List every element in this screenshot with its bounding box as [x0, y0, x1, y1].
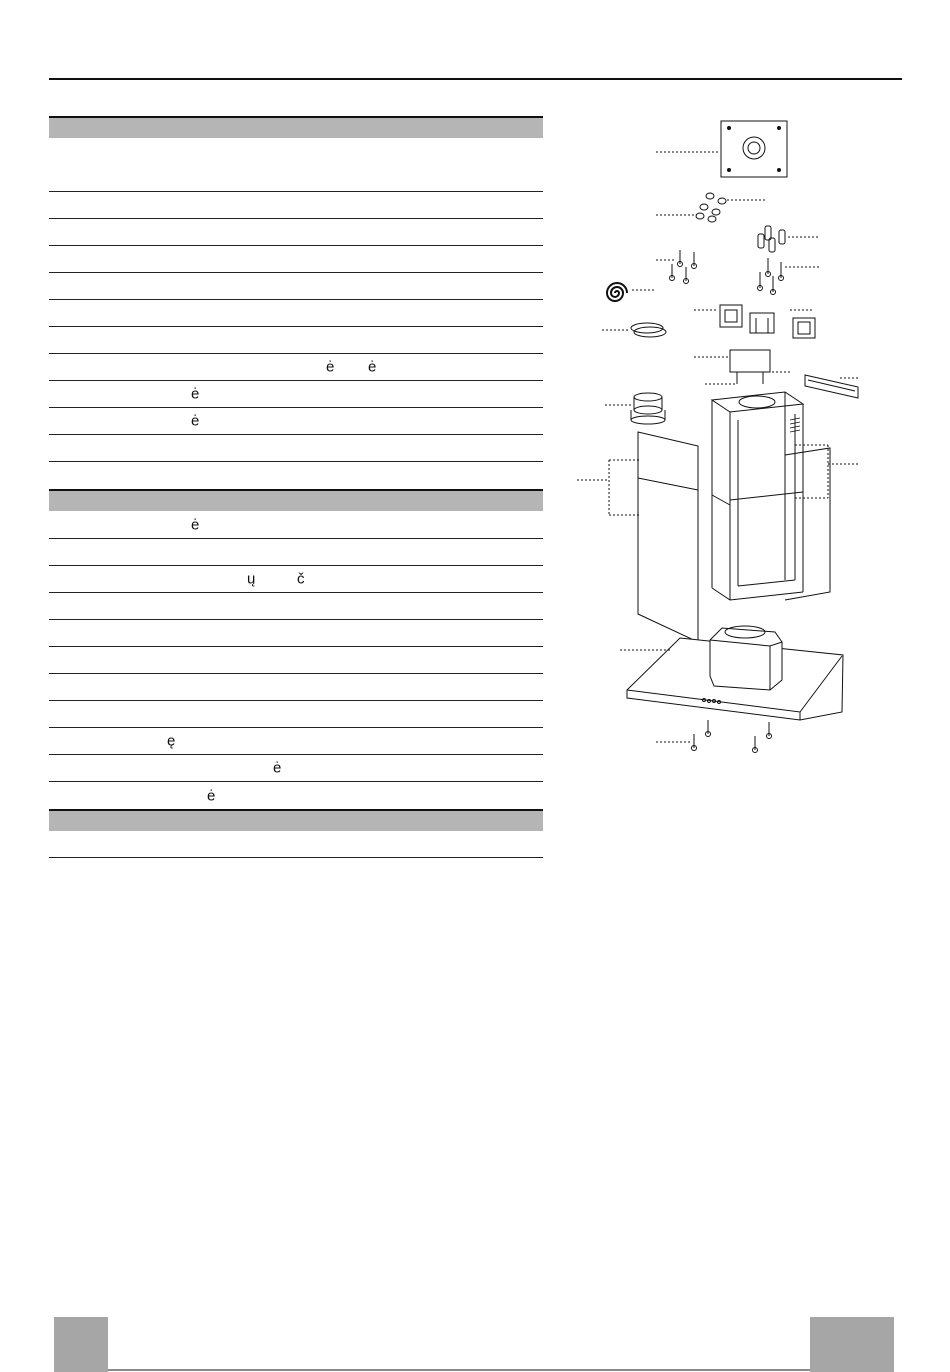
table-row	[49, 647, 543, 674]
table-row	[49, 354, 543, 381]
row-character: ų	[247, 570, 256, 588]
bracket	[730, 350, 770, 384]
table-row	[49, 327, 543, 354]
table-row	[49, 539, 543, 566]
section-3-header	[49, 809, 543, 831]
chimney-panel	[638, 432, 698, 642]
exploded-diagram	[560, 110, 890, 770]
row-character: ė	[326, 358, 335, 376]
junction-boxes	[720, 305, 815, 338]
table-row	[49, 701, 543, 728]
wall-plugs	[696, 193, 726, 222]
table-row	[49, 246, 543, 273]
table-row	[49, 566, 543, 593]
table-row	[49, 755, 543, 782]
row-character: ė	[368, 358, 377, 376]
table-row	[49, 273, 543, 300]
table-row	[49, 782, 543, 809]
parts-table	[49, 116, 543, 858]
table-row	[49, 435, 543, 462]
support-frame	[712, 392, 830, 600]
table-row	[49, 728, 543, 755]
spiral-duct	[607, 283, 627, 301]
short-screws	[670, 250, 697, 284]
table-row	[49, 300, 543, 327]
spacers	[758, 226, 785, 252]
table-row	[49, 593, 543, 620]
table-row	[49, 408, 543, 435]
table-row	[49, 462, 543, 489]
row-character: ė	[191, 412, 200, 430]
top-rule	[49, 78, 902, 80]
row-character: ė	[191, 385, 200, 403]
row-character: ę	[167, 732, 176, 750]
clamps	[631, 323, 666, 337]
table-row	[49, 192, 543, 219]
footer-block-right	[810, 1317, 894, 1372]
row-character: ė	[207, 787, 216, 804]
section-1-header	[49, 116, 543, 138]
duct-adapter	[631, 393, 665, 424]
hood-body	[627, 626, 843, 720]
section-2-header	[49, 489, 543, 511]
footer-block-left	[54, 1317, 108, 1372]
table-row	[49, 674, 543, 701]
row-character: ė	[191, 516, 200, 533]
table-row	[49, 511, 543, 539]
rail	[805, 375, 858, 398]
hood-screws	[692, 720, 772, 753]
long-screws	[758, 258, 784, 295]
ceiling-plate	[721, 121, 787, 177]
row-character: č	[297, 570, 305, 588]
table-row	[49, 381, 543, 408]
table-row	[49, 831, 543, 858]
row-character: ė	[273, 759, 282, 777]
table-row	[49, 219, 543, 246]
footer-line	[108, 1369, 810, 1371]
table-row	[49, 620, 543, 647]
table-row	[49, 138, 543, 192]
